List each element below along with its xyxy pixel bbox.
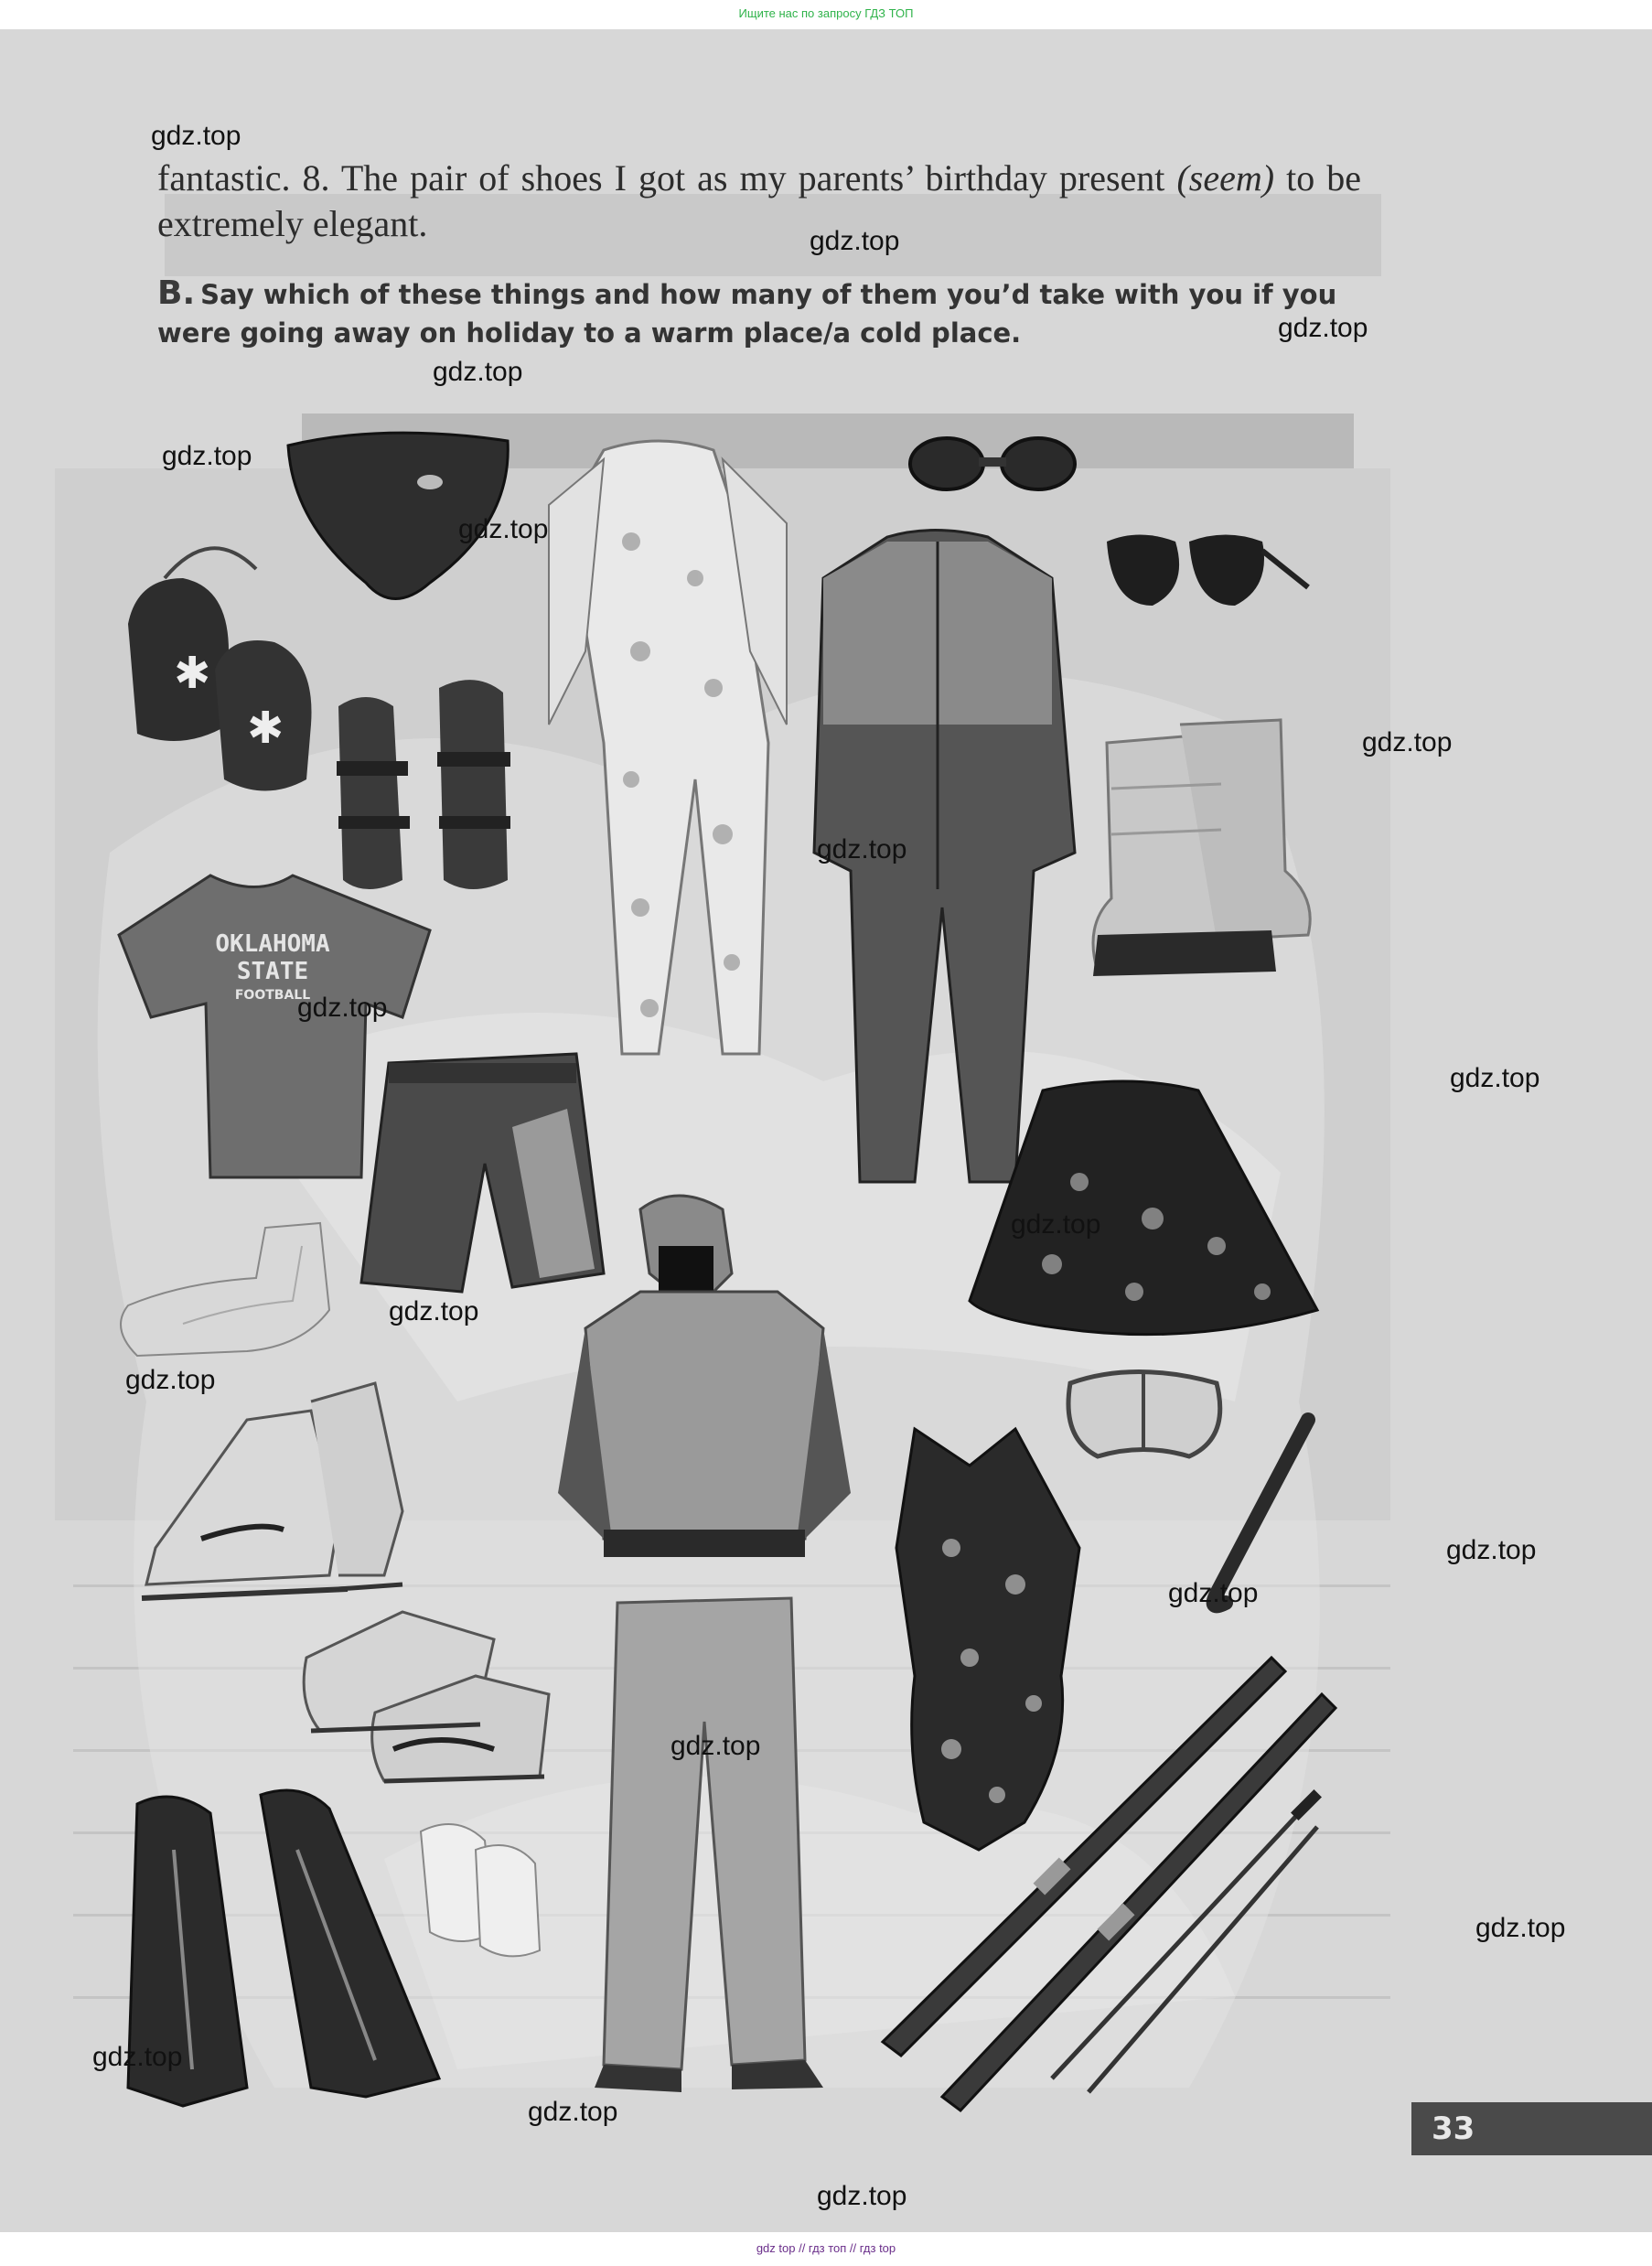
- watermark: gdz.top: [297, 993, 388, 1023]
- watermark: gdz.top: [1450, 1063, 1540, 1093]
- watermark: gdz.top: [162, 441, 252, 471]
- watermark: gdz.top: [528, 2097, 618, 2127]
- watermark: gdz.top: [125, 1365, 216, 1395]
- watermark: gdz.top: [433, 357, 523, 387]
- watermark: gdz.top: [389, 1296, 479, 1326]
- dive-mask: [1068, 1372, 1220, 1457]
- top-banner-text: Ищите нас по запросу ГДЗ ТОП: [738, 6, 914, 20]
- watermark: gdz.top: [670, 1731, 761, 1761]
- svg-text:✱: ✱: [174, 648, 211, 699]
- t-shirt-text-2: STATE: [236, 958, 309, 985]
- sunglasses: [1107, 535, 1308, 607]
- watermark: gdz.top: [1278, 313, 1368, 343]
- svg-text:✱: ✱: [247, 703, 284, 754]
- watermark: gdz.top: [1475, 1913, 1566, 1943]
- watermark: gdz.top: [92, 2042, 183, 2072]
- watermark: gdz.top: [1011, 1209, 1101, 1240]
- t-shirt-text-1: OKLAHOMA: [215, 930, 330, 958]
- watermark: gdz.top: [151, 121, 241, 151]
- exercise-line-2: to be extremely elegant.: [157, 157, 1361, 244]
- briefs-logo: [417, 475, 443, 489]
- task-letter: B.: [157, 274, 196, 312]
- footer-text: gdz top // гдз топ // гдз top: [756, 2241, 896, 2255]
- textbook-page: [0, 29, 1652, 2232]
- mittens: [128, 548, 312, 790]
- exercise-line-1: fantastic. 8. The pair of shoes I got as my parents’ birthday present: [157, 157, 1165, 199]
- swim-goggles: [910, 438, 1075, 489]
- t-shirt-text-3: FOOTBALL: [234, 988, 311, 1003]
- page-number: 33: [1411, 2102, 1652, 2155]
- top-banner: [0, 0, 1652, 29]
- watermark: gdz.top: [817, 2181, 907, 2211]
- watermark: gdz.top: [1362, 727, 1453, 757]
- task-instruction: Say which of these things and how many of them you’d take with you if you were going away on holiday to a warm place/a cold place.: [157, 279, 1337, 349]
- exercise-verb-seem: (seem): [1176, 157, 1275, 199]
- footer-bar: [0, 2232, 1652, 2266]
- watermark: gdz.top: [817, 834, 907, 865]
- watermark: gdz.top: [1446, 1535, 1537, 1565]
- watermark: gdz.top: [1168, 1578, 1259, 1608]
- clothing-collage: [0, 29, 1652, 2232]
- watermark: gdz.top: [458, 514, 549, 544]
- winter-boots: [1093, 720, 1310, 976]
- watermark: gdz.top: [810, 226, 900, 256]
